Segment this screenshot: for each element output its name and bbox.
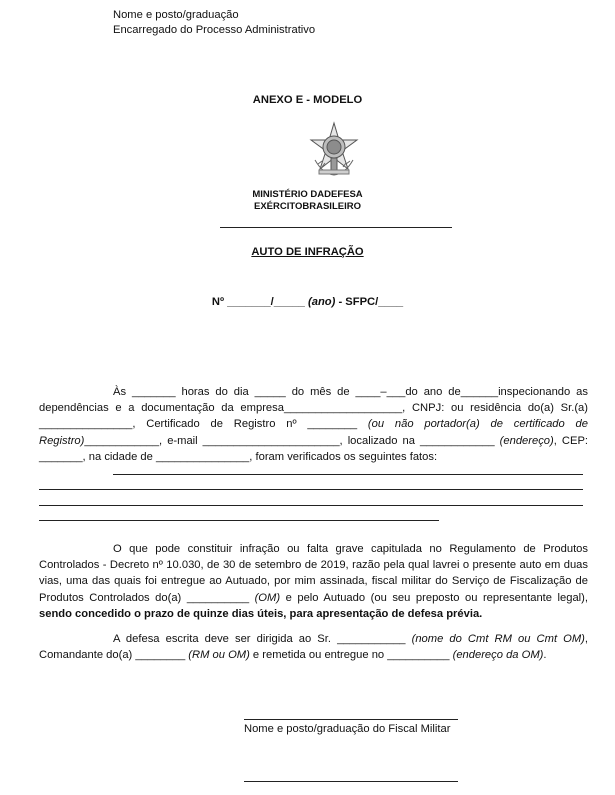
signature-line-autuado bbox=[244, 781, 458, 782]
number-suffix: - SFPC/____ bbox=[338, 296, 404, 308]
p3-text-4: . bbox=[543, 649, 547, 662]
p1-italic-1: (ou não portador(a) de certificado de Registro) bbox=[39, 418, 588, 447]
header-divider bbox=[220, 227, 452, 228]
ministry-block bbox=[0, 189, 615, 213]
p3-italic-3: (endereço da OM) bbox=[452, 649, 544, 662]
p1-text-3: , CEP: _______, na cidade de _______________, foram verificados os seguintes fatos: bbox=[39, 434, 589, 463]
facts-line-2 bbox=[39, 489, 583, 490]
facts-line-4 bbox=[39, 520, 439, 521]
doc-number-line bbox=[0, 296, 615, 308]
facts-line-3 bbox=[39, 505, 583, 506]
p2-text-1: O que pode constituir infração ou falta grave capitulada no Regulamento de Produtos Controlados - Decreto nº 10.030, de 30 de setembro de 2019, razão pela qual lavrei o presente auto em duas vias, uma das quais foi entregue ao Autuado, por mim assinada, fiscal militar do Serviço de Fiscalização de Produtos Controlados do(a) __________ bbox=[39, 543, 588, 604]
p3-text-3: e remetida ou entregue no __________ bbox=[249, 649, 453, 662]
p3-text-2: , Comandante do(a) ________ bbox=[39, 633, 588, 662]
p1-text-2: ____________, e-mail ______________________, localizado na ____________ bbox=[84, 434, 500, 447]
p2-text-2: e pelo Autuado (ou seu preposto ou representante legal), bbox=[280, 591, 588, 604]
facts-line-1 bbox=[113, 474, 583, 475]
p1-italic-2: (endereço) bbox=[499, 434, 554, 447]
signature-label-fiscal: Nome e posto/graduação do Fiscal Militar bbox=[244, 723, 451, 735]
brasao-republica-icon bbox=[305, 120, 363, 178]
signature-line-fiscal bbox=[244, 719, 458, 720]
p2-italic-1: (OM) bbox=[254, 591, 281, 604]
doc-title: AUTO DE INFRAÇÃO bbox=[251, 246, 364, 258]
number-prefix: Nº _______/_____ bbox=[211, 296, 305, 308]
paragraph-inspection bbox=[39, 384, 588, 465]
header-block bbox=[113, 8, 315, 38]
paragraph-infraction bbox=[39, 541, 588, 622]
p3-italic-2: (RM ou OM) bbox=[188, 649, 250, 662]
p3-text-1: A defesa escrita deve ser dirigida ao Sr. ___________ bbox=[113, 633, 412, 645]
paragraph-defense bbox=[39, 631, 588, 663]
p2-bold-deadline: sendo concedido o prazo de quinze dias úteis, para apresentação de defesa prévia. bbox=[39, 607, 483, 620]
p3-italic-1: (nome do Cmt RM ou Cmt OM) bbox=[411, 633, 585, 645]
header-role: Encarregado do Processo Administrativo bbox=[113, 24, 316, 36]
header-name-rank: Nome e posto/graduação bbox=[113, 9, 239, 21]
p1-text-1: Às _______ horas do dia _____ do mês de ____–___do ano de______inspecionando as dependências e a documentação da empresa___________________, CNPJ: ou residência do(a) Sr.(a) _______________, Certificado de Registro nº ________ bbox=[39, 386, 588, 431]
number-year: (ano) bbox=[308, 296, 336, 308]
ministry-name: MINISTÉRIO DADEFESA bbox=[252, 189, 363, 200]
army-name: EXÉRCITOBRASILEIRO bbox=[254, 201, 361, 212]
annex-title: ANEXO E - MODELO bbox=[252, 94, 363, 106]
